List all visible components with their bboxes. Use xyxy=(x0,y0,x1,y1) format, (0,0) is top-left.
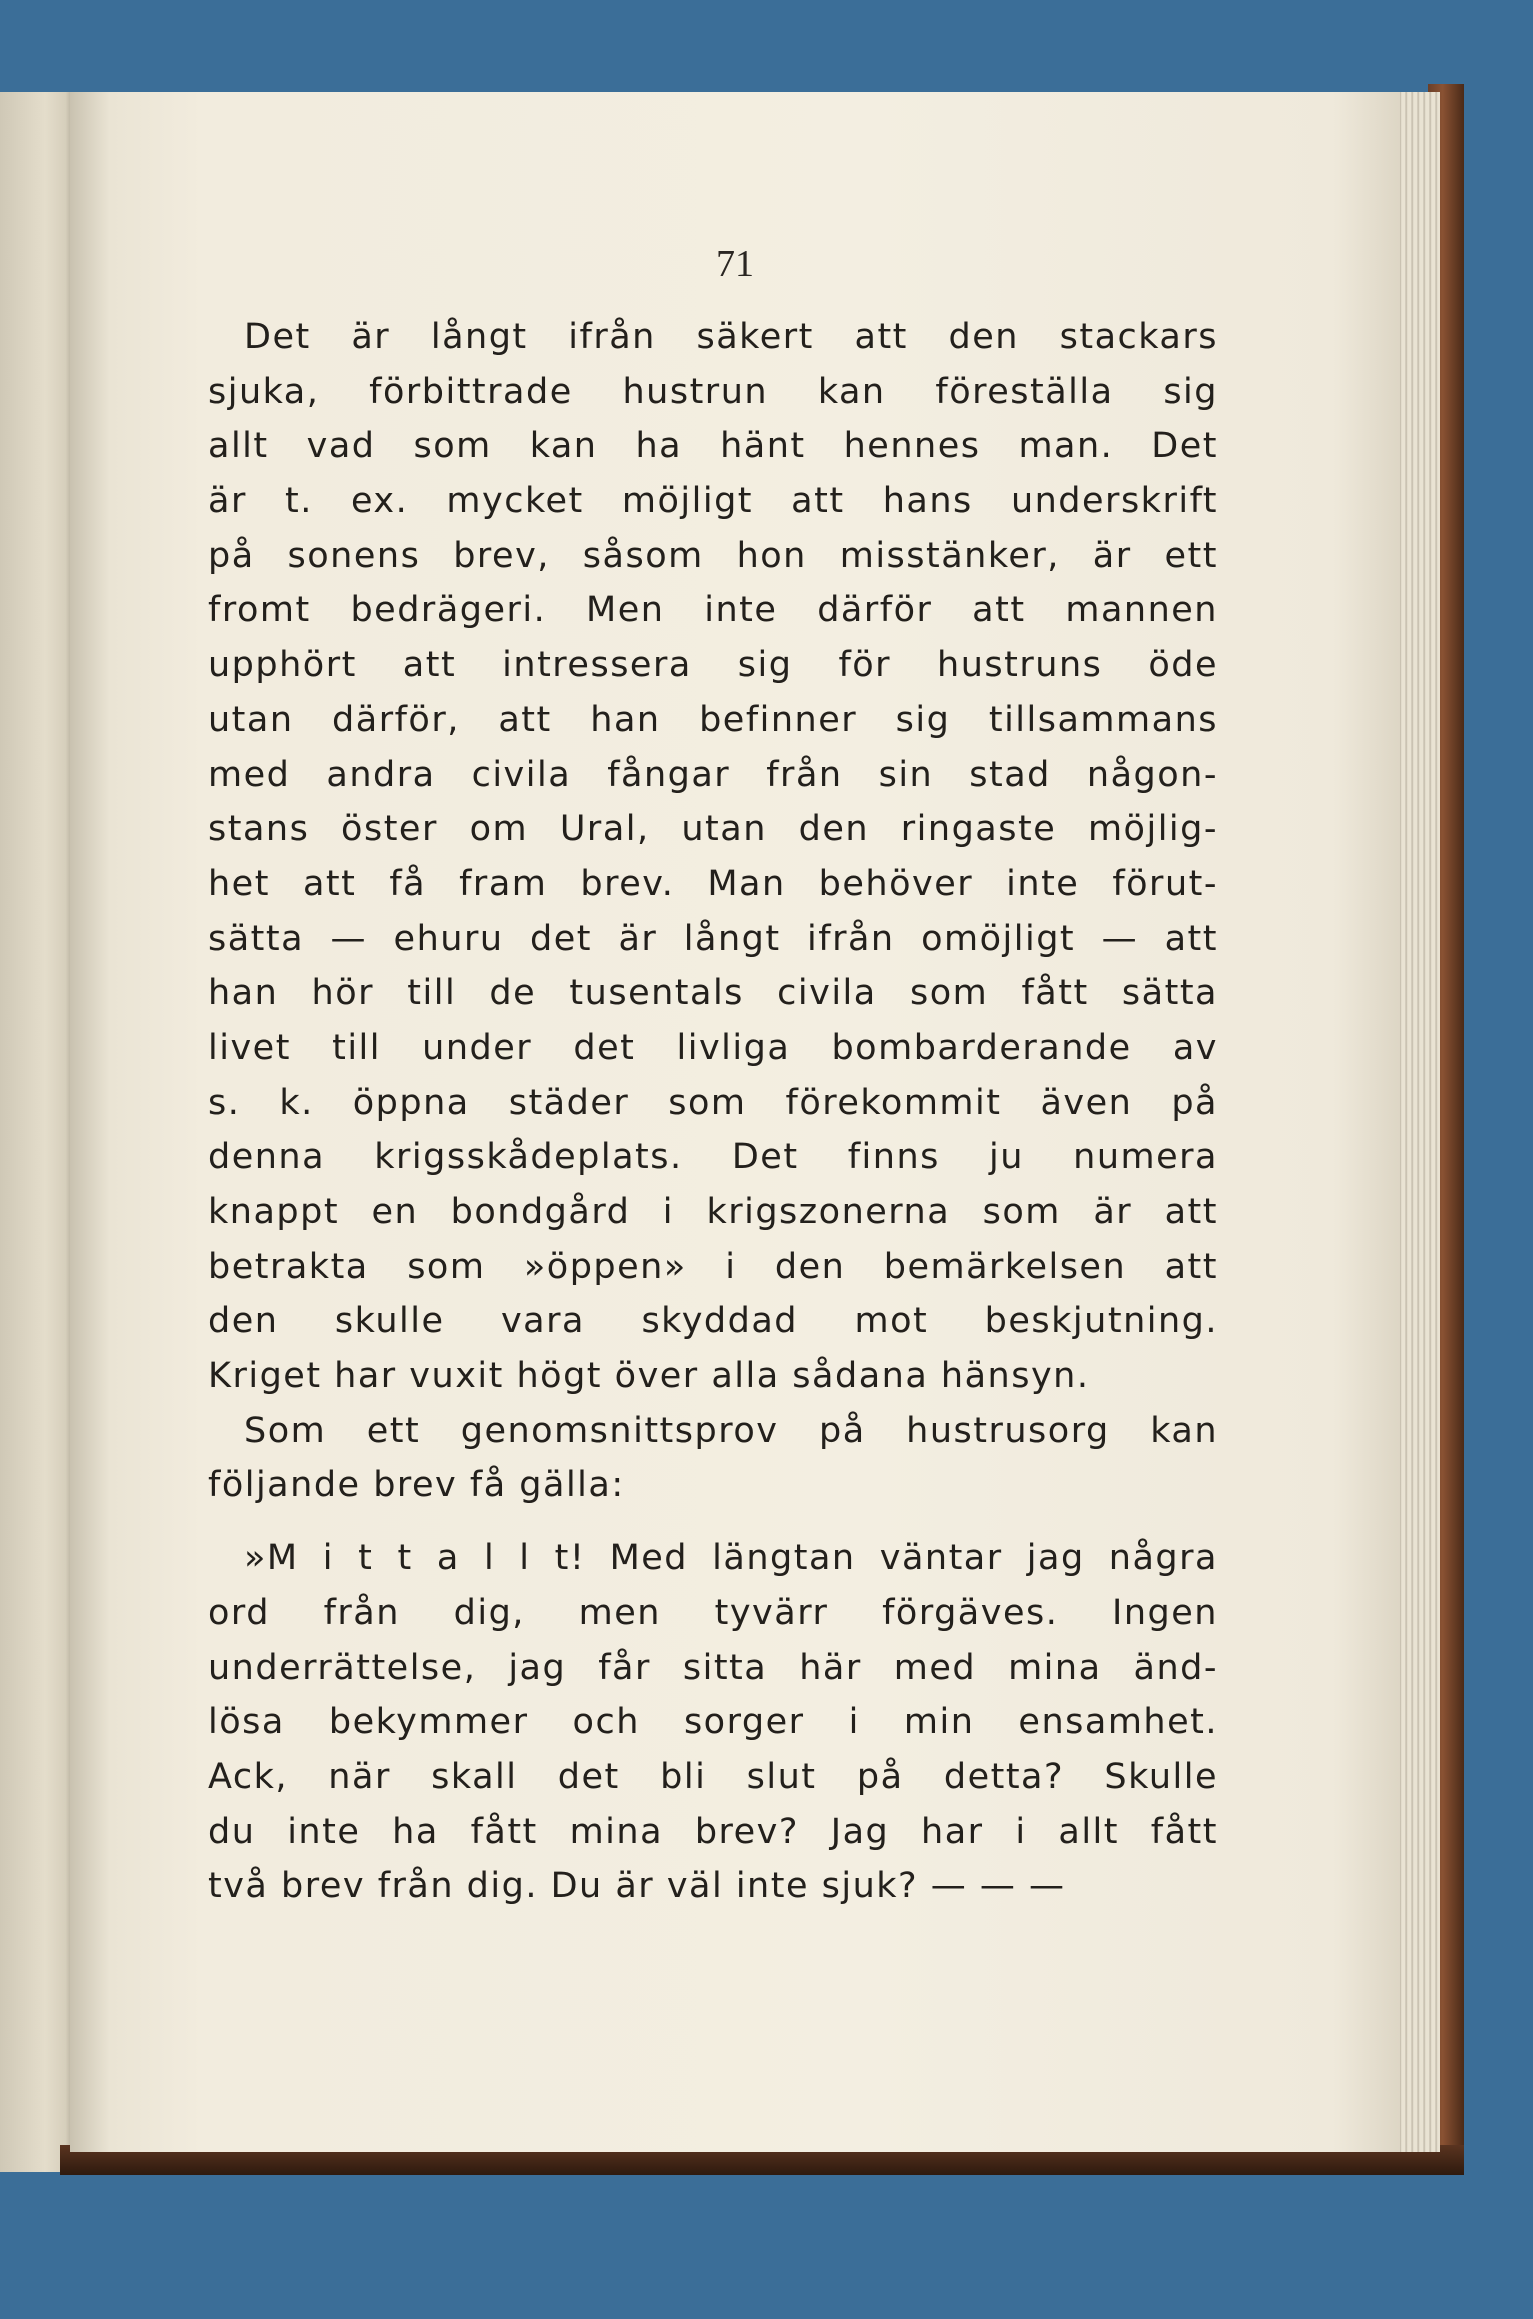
text-line: livet till under det livliga bombarderande av xyxy=(208,1027,1218,1068)
text-line: Det är långt ifrån säkert att den stackars xyxy=(244,317,1218,357)
text-line: utan därför, att han befinner sig tillsammans xyxy=(208,699,1218,740)
text-line: två brev från dig. Du är väl inte sjuk? — — — xyxy=(208,1866,1066,1907)
text-line: följande brev få gälla: xyxy=(208,1465,625,1506)
text-line: allt vad som kan ha hänt hennes man. Det xyxy=(208,426,1218,467)
text-line: betrakta som »öppen» i den bemärkelsen att xyxy=(208,1246,1218,1287)
text-line: het att få fram brev. Man behöver inte förut- xyxy=(208,863,1218,904)
text-line: den skulle vara skyddad mot beskjutning. xyxy=(208,1301,1218,1342)
text-line: stans öster om Ural, utan den ringaste möjlig- xyxy=(208,809,1218,850)
text-line: han hör till de tusentals civila som fått sätta xyxy=(208,973,1218,1014)
text-line: ord från dig, men tyvärr förgäves. Ingen xyxy=(208,1592,1218,1633)
text-line: »M i t t a l l t! Med längtan väntar jag några xyxy=(244,1538,1218,1579)
text-line: sätta — ehuru det är långt ifrån omöjligt — att xyxy=(208,918,1218,959)
text-line: knappt en bondgård i krigszonerna som är att xyxy=(208,1192,1218,1232)
text-line: fromt bedrägeri. Men inte därför att mannen xyxy=(208,590,1218,631)
text-line: på sonens brev, såsom hon misstänker, är ett xyxy=(208,535,1218,576)
text-line: underrättelse, jag får sitta här med mina änd- xyxy=(208,1647,1218,1688)
text-line: sjuka, förbittrade hustrun kan föreställa sig xyxy=(208,371,1218,412)
book-page xyxy=(70,92,1400,2152)
text-line: upphört att intressera sig för hustruns öde xyxy=(208,645,1218,686)
text-line: Ack, när skall det bli slut på detta? Skulle xyxy=(208,1756,1218,1797)
body-text xyxy=(208,310,1218,1914)
text-line: Kriget har vuxit högt över alla sådana hänsyn. xyxy=(208,1356,1090,1397)
text-line: Som ett genomsnittsprov på hustrusorg kan xyxy=(244,1410,1218,1451)
page-number: 71 xyxy=(716,243,754,285)
text-line: med andra civila fångar från sin stad någon- xyxy=(208,754,1218,795)
text-line: du inte ha fått mina brev? Jag har i allt fått xyxy=(208,1811,1218,1852)
text-line: lösa bekymmer och sorger i min ensamhet. xyxy=(208,1702,1218,1743)
text-line: s. k. öppna städer som förekommit även på xyxy=(208,1082,1218,1123)
text-line: denna krigsskådeplats. Det finns ju numera xyxy=(208,1137,1218,1178)
paragraph-gap xyxy=(208,1513,1218,1531)
text-line: är t. ex. mycket möjligt att hans underskrift xyxy=(208,481,1218,522)
